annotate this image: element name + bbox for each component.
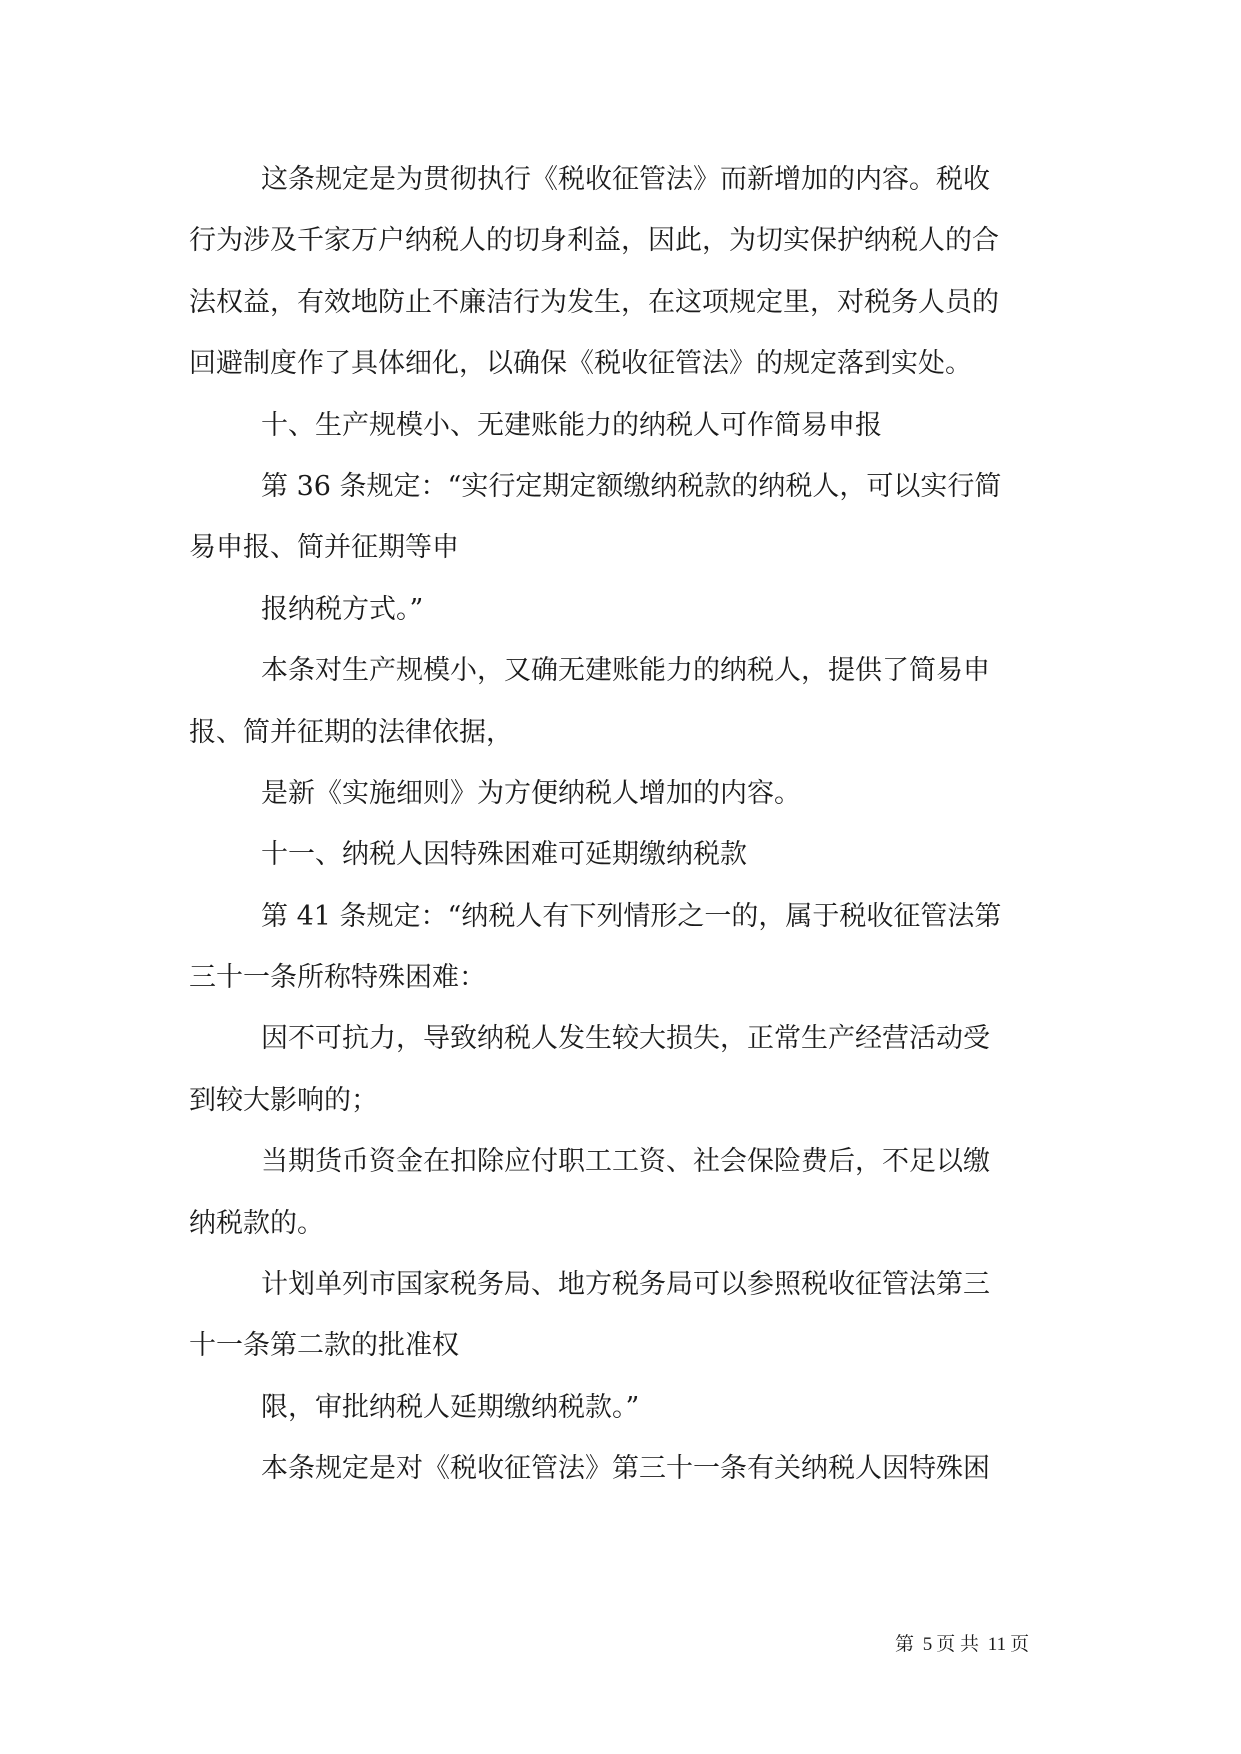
text-line: 三十一条所称特殊困难：	[189, 962, 486, 994]
text-line: 是新《实施细则》为方便纳税人增加的内容。	[261, 777, 801, 809]
text-line: 计划单列市国家税务局、地方税务局可以参照税收征管法第三	[261, 1269, 990, 1301]
text-line: 第 36 条规定：“实行定期定额缴纳税款的纳税人，可以实行简	[261, 470, 1002, 502]
text-line: 十、生产规模小、无建账能力的纳税人可作简易申报	[261, 409, 882, 441]
text-line: 易申报、简并征期等申	[189, 532, 459, 564]
footer-suffix: 页	[1010, 1634, 1030, 1655]
text-line: 当期货币资金在扣除应付职工工资、社会保险费后，不足以缴	[261, 1146, 990, 1178]
document-body	[189, 160, 1055, 1511]
text-line: 限，审批纳税人延期缴纳税款。”	[261, 1391, 640, 1423]
text-line: 报纳税方式。”	[261, 593, 424, 625]
text-line: 十一条第二款的批准权	[189, 1330, 459, 1362]
footer-current-page: 5	[922, 1634, 933, 1655]
footer-middle: 页 共	[936, 1634, 980, 1655]
text-line: 回避制度作了具体细化，以确保《税收征管法》的规定落到实处。	[189, 348, 972, 380]
page-footer	[895, 1633, 1029, 1657]
text-line: 这条规定是为贯彻执行《税收征管法》而新增加的内容。税收	[261, 164, 990, 195]
text-line: 第 41 条规定：“纳税人有下列情形之一的，属于税收征管法第	[261, 900, 1002, 932]
text-line: 本条规定是对《税收征管法》第三十一条有关纳税人因特殊困	[261, 1453, 990, 1485]
footer-total-pages: 11	[987, 1634, 1007, 1655]
text-line: 纳税款的。	[189, 1207, 324, 1239]
text-line: 十一、纳税人因特殊困难可延期缴纳税款	[261, 839, 747, 871]
text-line: 到较大影响的；	[189, 1084, 378, 1116]
text-line: 行为涉及千家万户纳税人的切身利益，因此，为切实保护纳税人的合	[189, 225, 999, 257]
footer-prefix: 第	[895, 1634, 915, 1655]
text-line: 法权益，有效地防止不廉洁行为发生，在这项规定里，对税务人员的	[189, 286, 999, 318]
text-line: 因不可抗力，导致纳税人发生较大损失，正常生产经营活动受	[261, 1023, 990, 1055]
text-line: 报、简并征期的法律依据，	[189, 716, 513, 748]
text-line: 本条对生产规模小，又确无建账能力的纳税人，提供了简易申	[261, 655, 990, 687]
